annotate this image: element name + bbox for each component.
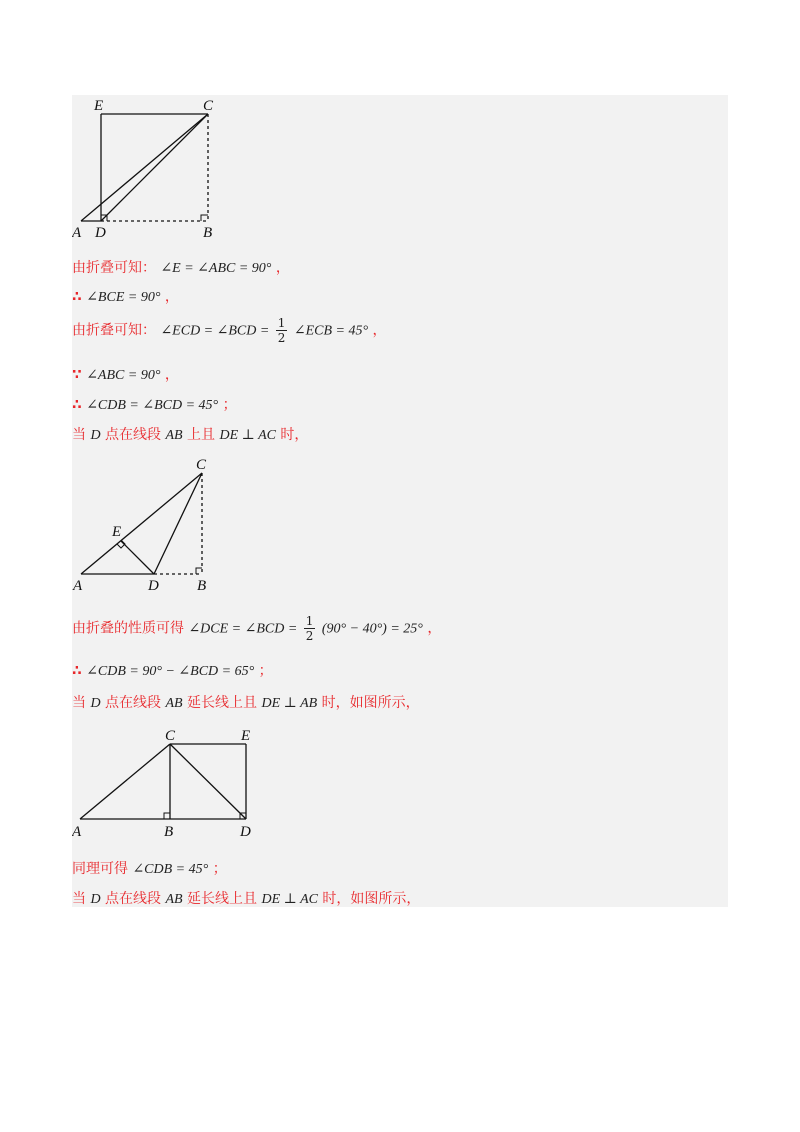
solution-panel xyxy=(72,95,728,907)
fig1-label-C: C xyxy=(203,98,214,114)
fig3-label-E: E xyxy=(241,728,251,744)
figure-2-triangle-fold xyxy=(72,457,222,595)
line-2: ∴ ∠BCE = 90° ， xyxy=(72,289,179,305)
fraction-half-2: $\frac{1}{2}$ xyxy=(305,614,314,643)
fig1-label-B: B xyxy=(203,225,213,240)
fig3-label-B: B xyxy=(164,824,174,840)
line-9: 当 D 点在线段 AB 延长线上且 DE ⊥ AB 时，如图所示， xyxy=(72,695,420,711)
figure-1-square-fold xyxy=(72,95,232,240)
line-11: 当 D 点在线段 AB 延长线上且 DE ⊥ AC 时，如图所示， xyxy=(72,891,421,907)
fig2-label-A: A xyxy=(73,578,83,594)
line-10: 同理可得 ∠CDB = 45° ； xyxy=(72,861,227,877)
line-1: 由折叠可知： ∠E = ∠ABC = 90° ， xyxy=(72,260,290,276)
fig2-label-B: B xyxy=(197,578,207,594)
line-5: ∴ ∠CDB = ∠BCD = 45° ； xyxy=(72,397,237,413)
fig1-label-D: D xyxy=(95,225,106,240)
figure-3-extension-fold xyxy=(72,725,272,845)
fig3-label-D: D xyxy=(240,824,251,840)
line-8: ∴ ∠CDB = 90° − ∠BCD = 65° ； xyxy=(72,663,273,679)
fig1-label-E: E xyxy=(94,98,104,114)
line-7: 由折叠的性质可得 ∠DCE = ∠BCD = $\frac{1}{2}$ (90° − 40°) = 25° ， xyxy=(72,614,442,643)
fraction-half: $\frac{1}{2}$ xyxy=(277,316,286,345)
fig2-label-E: E xyxy=(112,524,122,540)
fig1-label-A: A xyxy=(72,225,82,240)
fig3-label-C: C xyxy=(165,728,176,744)
fig2-label-D: D xyxy=(148,578,159,594)
fig2-label-C: C xyxy=(196,457,207,473)
line-4: ∵ ∠ABC = 90° ， xyxy=(72,367,179,383)
line-6: 当 D 点在线段 AB 上且 DE ⊥ AC 时， xyxy=(72,427,309,443)
line-3: 由折叠可知： ∠ECD = ∠BCD = $\frac{1}{2}$ ∠ECB = 45° ， xyxy=(72,316,387,345)
fig3-label-A: A xyxy=(72,824,82,840)
